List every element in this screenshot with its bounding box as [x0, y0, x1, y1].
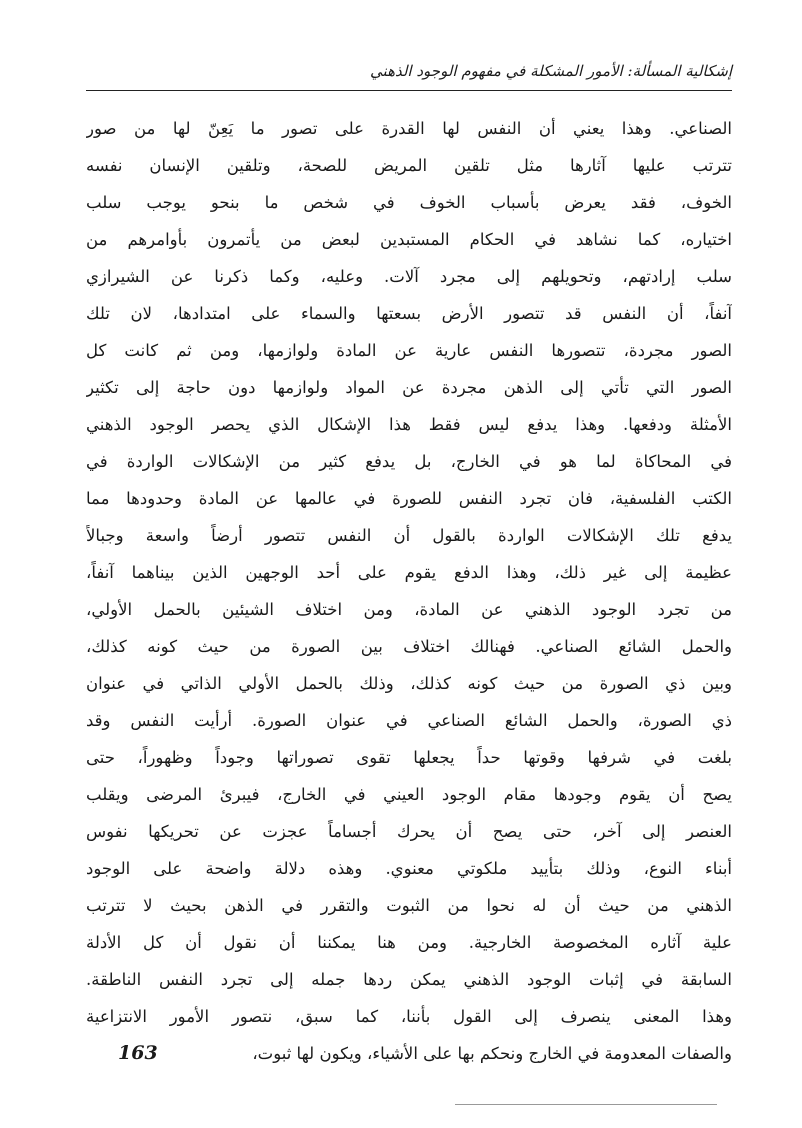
text-line: السابقة في إثبات الوجود الذهني يمكن ردها جمله إلى تجرد النفس الناطقة. — [86, 970, 732, 989]
page-body — [86, 110, 732, 1072]
text-line: يصح أن يقوم وجودها مقام الوجود العيني في الخارج، فيبرئ المرضى ويقلب — [86, 785, 732, 804]
page-number: 163 — [118, 1042, 158, 1064]
text-line: الخوف، فقد يعرض بأسباب الخوف في شخص ما بنحو يوجب سلب — [86, 193, 732, 212]
text-line: وبين ذي الصورة من حيث كونه كذلك، وذلك بالحمل الأولي الذاتي في عنوان — [86, 674, 732, 693]
text-line: الأمثلة ودفعها. وهذا يدفع ليس فقط هذا الإشكال الذي يحصر الوجود الذهني — [86, 415, 732, 434]
text-line: تترتب عليها آثارها مثل تلقين المريض للصحة، وتلقين الإنسان نفسه — [86, 156, 732, 175]
text-line: آنفاً، أن النفس قد تتصور الأرض بسعتها والسماء على امتدادها، لان تلك — [86, 304, 732, 323]
text-line: بلغت في شرفها وقوتها حداً يجعلها تقوى تصوراتها وجوداً وظهوراً، حتى — [86, 748, 732, 767]
text-line: الصور التي تأتي إلى الذهن مجردة عن المواد ولوازمها دون حاجة إلى تكثير — [86, 378, 732, 397]
running-title: إشكالية المسألة: الأمور المشكلة في مفهوم الوجود الذهني — [370, 62, 732, 80]
text-line: والحمل الشائع الصناعي. فهنالك اختلاف بين الصورة من حيث كونه كذلك، — [86, 637, 732, 656]
text-line: يدفع تلك الإشكالات الواردة بالقول أن النفس تتصور أرضاً واسعة وجبالاً — [86, 526, 732, 545]
running-header — [86, 58, 732, 91]
text-line: وهذا المعنى ينصرف إلى القول بأننا، كما سبق، نتصور الأمور الانتزاعية — [86, 1007, 732, 1026]
bottom-rule — [455, 1104, 717, 1105]
text-line: من تجرد الوجود الذهني عن المادة، ومن اختلاف الشيئين بالحمل الأولي، — [86, 600, 732, 619]
text-line: علية آثاره المخصوصة الخارجية. ومن هنا يمكننا أن نقول أن كل الأدلة — [86, 933, 732, 952]
text-line: سلب إرادتهم، وتحويلهم إلى مجرد آلات. وعليه، وكما ذكرنا عن الشيرازي — [86, 267, 732, 286]
text-line: الكتب الفلسفية، فان تجرد النفس للصورة في عالمها عن المادة وحدودها مما — [86, 489, 732, 508]
text-line: عظيمة إلى غير ذلك، وهذا الدفع يقوم على أحد الوجهين الذين بيناهما آنفاً، — [86, 563, 732, 582]
text-line: الصور مجردة، تتصورها النفس عارية عن المادة ولوازمها، ومن ثم كانت كل — [86, 341, 732, 360]
text-line: ذي الصورة، والحمل الشائع الصناعي في عنوان الصورة. أرأيت النفس وقد — [86, 711, 732, 730]
text-line: الصناعي. وهذا يعني أن النفس لها القدرة على تصور ما يَعِنّ لها من صور — [86, 119, 732, 138]
text-line: العنصر إلى آخر، حتى يصح أن يحرك أجساماً عجزت عن تحريكها نفوس — [86, 822, 732, 841]
text-line: الذهني من حيث أن له نحوا من الثبوت والتقرر في الذهن بحيث لا تترتب — [86, 896, 732, 915]
text-line: في المحاكاة لما هو في الخارج، بل يدفع كثير من الإشكالات الواردة في — [86, 452, 732, 471]
text-line: اختياره، كما نشاهد في الحكام المستبدين لبعض من يأتمرون بأوامرهم من — [86, 230, 732, 249]
text-line: أبناء النوع، وذلك بتأييد ملكوتي معنوي. وهذه دلالة واضحة على الوجود — [86, 859, 732, 878]
text-line: والصفات المعدومة في الخارج ونحكم بها على الأشياء، ويكون لها ثبوت، — [252, 1044, 732, 1063]
